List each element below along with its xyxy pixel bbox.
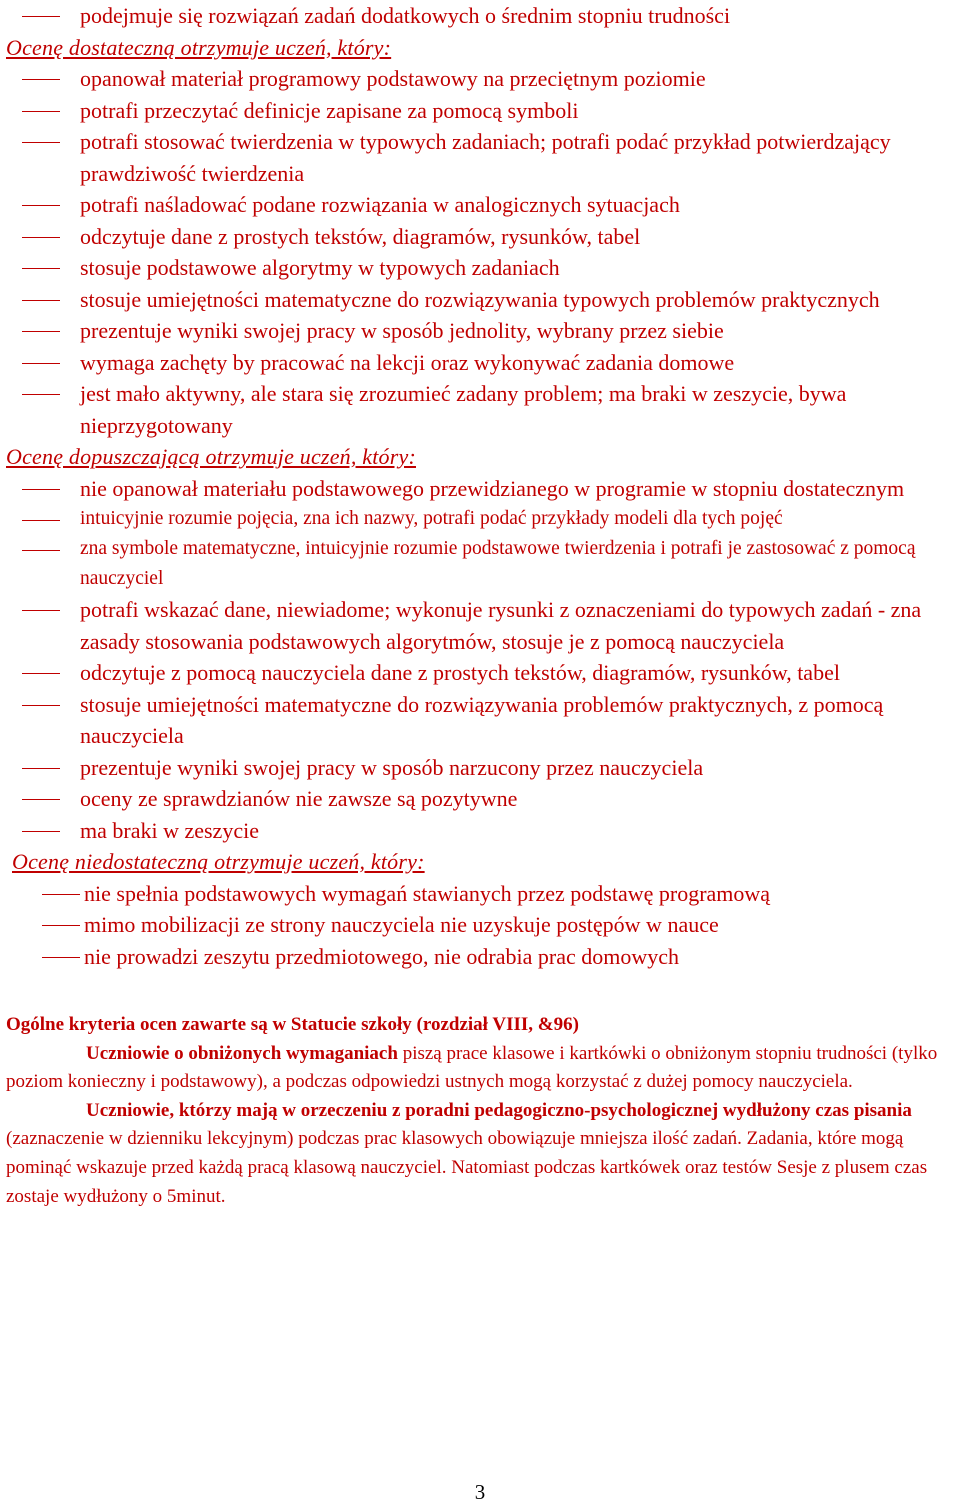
section-heading-dostateczna: Ocenę dostateczną otrzymuje uczeń, który: xyxy=(6,34,392,60)
list-item: prezentuje wyniki swojej pracy w sposób jednolity, wybrany przez siebie xyxy=(80,318,724,343)
page-number: 3 xyxy=(474,1480,486,1504)
list-item: oceny ze sprawdzianów nie zawsze są pozytywne xyxy=(80,786,518,811)
reduced-requirements-text: piszą prace klasowe i kartkówki o obniżonym stopniu trudności (tylko poziom konieczny i podstawowy), a podczas odpowiedzi ustnych mogą korzystać z dużej pomocy nauczyciela. xyxy=(6,1042,938,1093)
general-criteria xyxy=(0,1011,960,1040)
dopuszczajaca-list xyxy=(0,473,960,847)
spacer xyxy=(0,972,960,1011)
list-item: odczytuje z pomocą nauczyciela dane z prostych tekstów, diagramów, rysunków, tabel xyxy=(80,660,840,685)
niedostateczna-list xyxy=(0,878,960,973)
list-item: nie prowadzi zeszytu przedmiotowego, nie odrabia prac domowych xyxy=(84,943,680,969)
paragraph-extended-time xyxy=(0,1097,960,1211)
list-item: intuicyjnie rozumie pojęcia, zna ich nazwy, potrafi podać przykłady modeli dla tych pojęć xyxy=(80,508,783,529)
list-item: prezentuje wyniki swojej pracy w sposób narzucony przez nauczyciela xyxy=(80,754,704,780)
list-item: odczytuje dane z prostych tekstów, diagramów, rysunków, tabel xyxy=(80,223,641,249)
list-item: nie opanował materiału podstawowego przewidzianego w programie w stopniu dostatecznym xyxy=(80,475,905,501)
list-item: nie spełnia podstawowych wymagań stawianych przez podstawę programową xyxy=(84,880,771,906)
list-item: podejmuje się rozwiązań zadań dodatkowych o średnim stopniu trudności xyxy=(80,3,731,28)
section-heading-niedostateczna: Ocenę niedostateczną otrzymuje uczeń, który: xyxy=(12,849,425,874)
list-item: stosuje podstawowe algorytmy w typowych zadaniach xyxy=(80,255,560,280)
list-item: potrafi naśladować podane rozwiązania w analogicznych sytuacjach xyxy=(80,192,680,217)
top-list xyxy=(0,0,960,32)
general-criteria-text: Ogólne kryteria ocen zawarte są w Statucie szkoły (rozdział VIII, &96) xyxy=(6,1014,579,1035)
list-item: potrafi wskazać dane, niewiadome; wykonuje rysunki z oznaczeniami do typowych zadań - zna zasady stosowania podstawowych algorytmów, stosuje je z pomocą nauczyciela xyxy=(80,597,922,654)
section-heading-dopuszczajaca: Ocenę dopuszczającą otrzymuje uczeń, który: xyxy=(6,444,416,469)
list-item: stosuje umiejętności matematyczne do rozwiązywania typowych problemów praktycznych xyxy=(80,286,880,312)
list-item: potrafi stosować twierdzenia w typowych zadaniach; potrafi podać przykład potwierdzający prawdziwość twierdzenia xyxy=(80,129,891,186)
dostateczna-list xyxy=(0,63,960,441)
list-item: potrafi przeczytać definicje zapisane za pomocą symboli xyxy=(80,97,579,123)
list-item: jest mało aktywny, ale stara się zrozumieć zadany problem; ma braki w zeszycie, bywa nieprzygotowany xyxy=(80,381,847,438)
list-item: zna symbole matematyczne, intuicyjnie rozumie podstawowe twierdzenia i potrafi je zastosować z pomocą nauczyciel xyxy=(80,538,916,589)
reduced-requirements-lead: Uczniowie o obniżonych wymaganiach xyxy=(86,1042,398,1064)
list-item: ma braki w zeszycie xyxy=(80,817,259,843)
extended-time-lead: Uczniowie, którzy mają w orzeczeniu z poradni pedagogiczno-psychologicznej wydłużony czas pisania xyxy=(86,1099,912,1121)
list-item: wymaga zachęty by pracować na lekcji oraz wykonywać zadania domowe xyxy=(80,349,735,375)
list-item: mimo mobilizacji ze strony nauczyciela nie uzyskuje postępów w nauce xyxy=(84,912,719,937)
list-item: opanował materiał programowy podstawowy na przeciętnym poziomie xyxy=(80,66,706,91)
list-item: stosuje umiejętności matematyczne do rozwiązywania problemów praktycznych, z pomocą nauczyciela xyxy=(80,691,884,748)
paragraph-reduced-requirements xyxy=(0,1040,960,1097)
extended-time-text: (zaznaczenie w dzienniku lekcyjnym) podczas prac klasowych obowiązuje mniejsza ilość zadań. Zadania, które mogą pominąć wskazuje przed każdą pracą klasową nauczyciel. Natomiast podczas kartkówek oraz testów Sesje z plusem czas zostaje wydłużony o 5minut. xyxy=(6,1128,928,1207)
